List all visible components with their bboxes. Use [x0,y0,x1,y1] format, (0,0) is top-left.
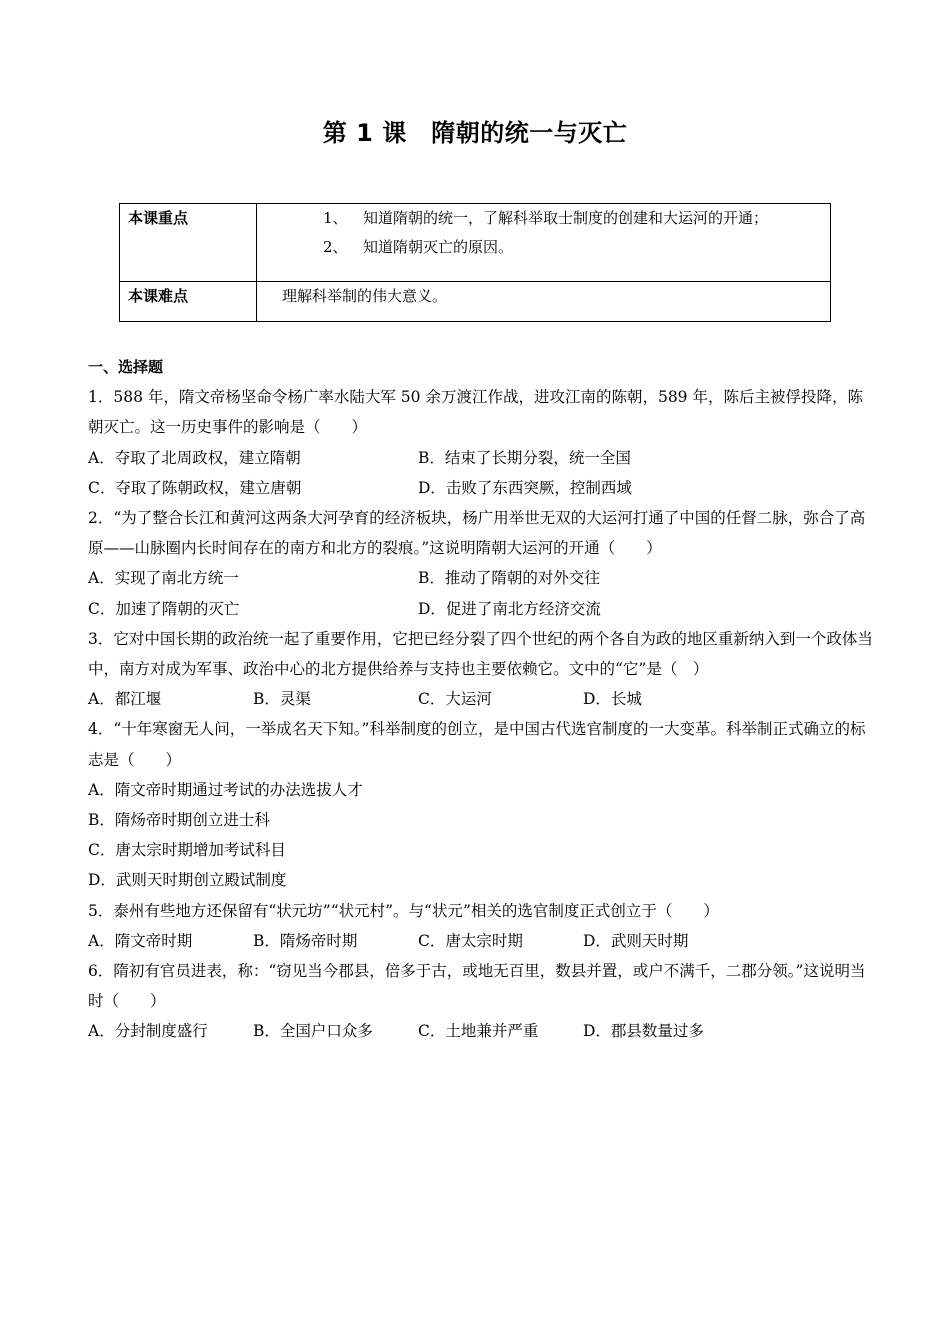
difficult-points-text: 理解科举制的伟大意义。 [257,282,831,322]
key-points-row [120,204,831,282]
key-point-number: 1、 [323,209,348,227]
question-4 [88,714,878,895]
option-b[interactable]: B．结束了长期分裂，统一全国 [418,448,631,467]
option-c[interactable]: C．唐太宗时期增加考试科目 [88,841,286,860]
question-stem: 2．“为了整合长江和黄河这两条大河孕育的经济板块，杨广用举世无双的大运河打通了中国的任督二脉，弥合了高原——山脉圈内长时间存在的南方和北方的裂痕。”这说明隋朝大运河的开通（ ） [88,509,866,558]
option-b[interactable]: B．全国户口众多 [253,1022,373,1041]
page-title: 第 1 课 隋朝的统一与灭亡 [322,119,628,147]
option-a[interactable]: A．实现了南北方统一 [88,569,239,588]
question-3 [88,624,878,715]
options-row [88,563,878,593]
question-6 [88,956,878,1047]
difficult-points-row [120,282,831,322]
key-points-cell [257,204,831,282]
option-d[interactable]: D．武则天时期创立殿试制度 [88,871,287,890]
question-stem: 6．隋初有官员进表，称：“窃见当今郡县，倍多于古，或地无百里，数县并置，或户不满千，二郡分领。”这说明当时（ ） [88,962,866,1011]
option-a[interactable]: A．隋文帝时期通过考试的办法选拔人才 [88,780,363,799]
option-a[interactable]: A．分封制度盛行 [88,1022,208,1041]
option-c[interactable]: C．土地兼并严重 [418,1022,539,1041]
options-row [88,443,878,473]
option-d[interactable]: D．郡县数量过多 [583,1022,704,1041]
option-b[interactable]: B．隋炀帝时期 [253,931,358,950]
option-c[interactable]: C．夺取了陈朝政权，建立唐朝 [88,478,302,497]
option-b[interactable]: B．灵渠 [253,690,311,709]
question-stem: 3．它对中国长期的政治统一起了重要作用，它把已经分裂了四个世纪的两个各自为政的地区重新纳入到一个政体当中，南方对成为军事、政治中心的北方提供给养与支持也主要依赖它。文中的“它”是（ ） [88,629,873,679]
question-1 [88,382,878,503]
question-stem: 4．“十年寒窗无人问，一举成名天下知。”科举制度的创立，是中国古代选官制度的一大变革。科举制正式确立的标志是（ ） [88,720,866,769]
option-c[interactable]: C．唐太宗时期 [418,931,523,950]
question-section [88,352,878,1047]
question-2 [88,503,878,624]
key-point-text: 知道隋朝的统一，了解科举取士制度的创建和大运河的开通； [363,209,769,227]
key-point-number: 2、 [323,238,348,256]
option-b[interactable]: B．推动了隋朝的对外交往 [418,569,600,588]
option-d[interactable]: D．促进了南北方经济交流 [418,599,601,618]
options-row [88,684,878,714]
question-stem: 1．588 年，隋文帝杨坚命令杨广率水陆大军 50 余万渡江作战，进攻江南的陈朝，589 年，陈后主被俘投降，陈朝灭亡。这一历史事件的影响是（ ） [88,388,863,437]
option-a[interactable]: A．隋文帝时期 [88,931,193,950]
question-5 [88,896,878,956]
option-c[interactable]: C．大运河 [418,690,492,709]
option-c[interactable]: C．加速了隋朝的灭亡 [88,599,240,618]
option-a[interactable]: A．都江堰 [88,690,162,709]
option-d[interactable]: D．武则天时期 [583,931,689,950]
option-b[interactable]: B．隋炀帝时期创立进士科 [88,811,270,830]
difficult-points-label: 本课难点 [120,282,257,322]
key-point-text: 知道隋朝灭亡的原因。 [363,238,514,256]
option-d[interactable]: D．击败了东西突厥，控制西域 [418,478,632,497]
option-a[interactable]: A．夺取了北周政权，建立隋朝 [88,448,301,467]
key-points-label: 本课重点 [120,204,257,282]
options-row [88,1016,878,1046]
key-point-item [257,204,830,233]
options-row [88,594,878,624]
option-d[interactable]: D．长城 [583,690,642,709]
options-row [88,473,878,503]
lesson-goals-table [119,203,831,322]
section-title: 一、选择题 [88,358,164,376]
question-stem: 5．泰州有些地方还保留有“状元坊”“状元村”。与“状元”相关的选官制度正式创立于（ ） [88,901,719,920]
key-point-item [257,233,830,262]
options-row [88,926,878,956]
